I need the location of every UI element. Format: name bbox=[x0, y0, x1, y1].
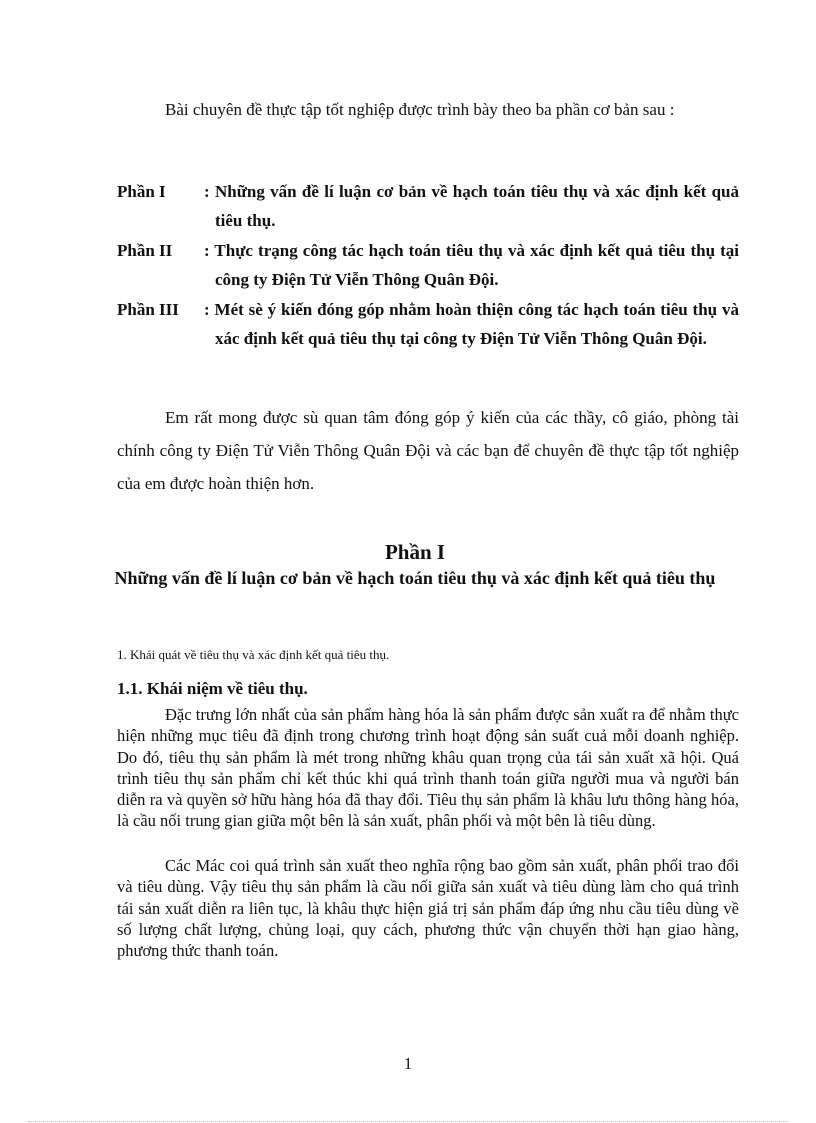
parts-list bbox=[117, 177, 739, 354]
body-paragraph-2: Các Mác coi quá trình sản xuất theo nghĩa rộng bao gồm sản xuất, phân phối trao đổi và tiêu dùng. Vậy tiêu thụ sản phẩm là cầu nối giữa sản xuất và tiêu dùng làm cho quá trình tái sản xuất diễn ra liên tục, là khâu thực hiện giá trị sản phẩm đáp ứng nhu cầu tiêu dùng về số lượng chất lượng, chủng loại, quy cách, phương thức vận chuyển thời hạn giao hàng, phương thức thanh toán. bbox=[117, 856, 739, 961]
part-item-1 bbox=[117, 177, 739, 235]
heading-level-2: 1.1. Khái niệm về tiêu thụ. bbox=[117, 679, 308, 698]
intro-paragraph: Bài chuyên đề thực tập tốt nghiệp được trình bày theo ba phần cơ bản sau : bbox=[165, 100, 675, 119]
body-paragraph-1: Đặc trưng lớn nhất của sản phẩm hàng hóa là sản phẩm được sản xuất ra để nhằm thực hiện những mục tiêu đã định trong chương trình hoạt động sản suất cuả mỗi doanh nghiệp. Do đó, tiêu thụ sản phẩm là mét trong những khâu quan trọng của tái sản xuất xã hội. Quá trình tiêu thụ sản phẩm chỉ kết thúc khi quá trình thanh toán giữa người mua và người bán diễn ra và quyền sở hữu hàng hóa đã thay đổi. Tiêu thụ sản phẩm là khâu lưu thông hàng hóa, là cầu nối trung gian giữa một bên là sản xuất, phân phối và một bên là tiêu dùng. bbox=[117, 705, 739, 831]
part-label: Phần I bbox=[117, 182, 166, 201]
section-subtitle: Những vấn đề lí luận cơ bản về hạch toán tiêu thụ và xác định kết quả tiêu thụ bbox=[114, 568, 716, 588]
part-label: Phần III bbox=[117, 300, 179, 319]
page-bottom-divider bbox=[28, 1121, 788, 1122]
page-number: 1 bbox=[403, 1054, 413, 1073]
part-text: : Những vấn đề lí luận cơ bản về hạch toán tiêu thụ và xác định kết quả tiêu thụ. bbox=[204, 182, 739, 230]
section-title: Phần I bbox=[384, 540, 446, 564]
part-label: Phần II bbox=[117, 241, 173, 260]
part-item-3 bbox=[117, 295, 739, 353]
section-heading bbox=[100, 539, 730, 591]
part-text: : Mét sè ý kiến đóng góp nhằm hoàn thiện công tác hạch toán tiêu thụ và xác định kết quả tiêu thụ tại công ty Điện Tử Viễn Thông Quân Đội. bbox=[204, 300, 739, 348]
heading-level-1: 1. Khái quát về tiêu thụ và xác định kết quả tiêu thụ. bbox=[117, 647, 390, 662]
closing-paragraph: Em rất mong được sù quan tâm đóng góp ý kiến của các thầy, cô giáo, phòng tài chính công ty Điện Tử Viễn Thông Quân Đội và các bạn để chuyên đề thực tập tốt nghiệp của em được hoàn thiện hơn. bbox=[117, 408, 739, 493]
part-item-2 bbox=[117, 236, 739, 294]
part-text: : Thực trạng công tác hạch toán tiêu thụ và xác định kết quả tiêu thụ tại công ty Điện Tử Viễn Thông Quân Đội. bbox=[204, 241, 739, 289]
